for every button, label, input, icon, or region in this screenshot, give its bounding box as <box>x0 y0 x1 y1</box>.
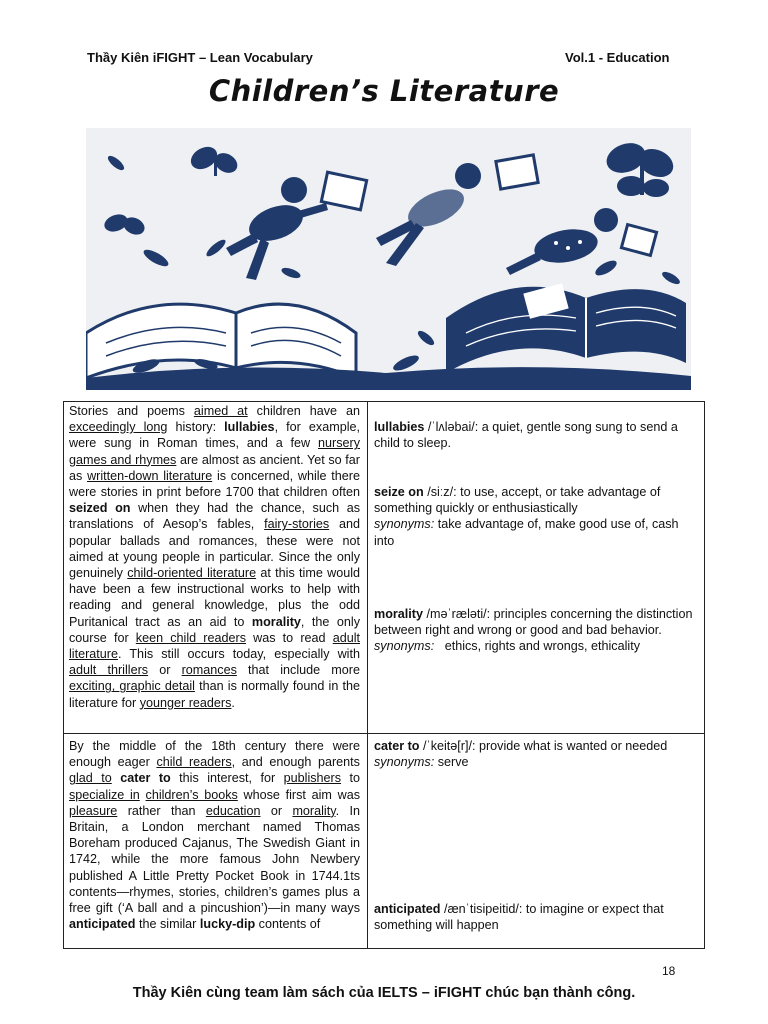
definition-lullabies: lullabies /ˈlʌləbai/: a quiet, gentle song sung to send a child to sleep. <box>374 420 678 451</box>
definition-anticipated: anticipated /ænˈtisipeitid/: to imagine or expect that something will happen <box>374 902 664 933</box>
definition-cater-to: cater to /ˈkeitə[r]/: provide what is wanted or needed synonyms: serve <box>374 739 668 770</box>
definition-seize-on: seize on /siːz/: to use, accept, or take advantage of something quickly or enthusiastically synonyms: take advantage of, make good use of, cash into <box>374 485 679 548</box>
header-right: Vol.1 - Education <box>565 50 670 65</box>
row-divider <box>64 733 704 734</box>
definition-morality: morality /məˈræləti/: principles concerning the distinction between right and wrong or good and bad behavior. synonyms: ethics, rights and wrongs, ethicality <box>374 607 693 654</box>
page-title: Children’s Literature <box>208 74 560 108</box>
reading-paragraph-2: By the middle of the 18th century there were enough eager child readers, and enough parents glad to cater to this interest, for publishers to specialize in children’s books whose first aim was pleasure rather than education or morality. In Britain, a London merchant named Thomas Boreham produced Cajanus, The Swedish Giant in 1742, while the more famous John Newbery published A Little Pretty Pocket Book in 1744.1ts contents—rhymes, stories, children’s games plus a free gift (‘A ball and a pincushion’)—in many ways anticipated the similar lucky-dip contents of <box>69 739 361 932</box>
header-left: Thầy Kiên iFIGHT – Lean Vocabulary <box>87 50 313 65</box>
page-number: 18 <box>662 964 676 978</box>
column-divider <box>367 402 368 948</box>
footer-text: Thầy Kiên cùng team làm sách của IELTS – iFIGHT chúc bạn thành công. <box>132 985 636 1001</box>
vocabulary-table <box>63 401 705 949</box>
illustration-flying-children-books <box>86 128 691 390</box>
reading-paragraph-1: Stories and poems aimed at children have an exceedingly long history: lullabies, for example, were sung in Roman times, and a few nursery games and rhymes are almost as ancient. Yet so far as written-down literature is concerned, while there were stories in print before 1700 that children often seized on when they had the chance, such as translations of Aesop’s fables, fairy-stories and popular ballads and romances, these were not aimed at young people in particular. Since the only genuinely child-oriented literature at this time would have been a few instructional works to help with reading and general knowledge, plus the odd Puritanical tract as an aid to morality, the only course for keen child readers was to read adult literature. This still occurs today, especially with adult thrillers or romances that include more exciting, graphic detail than is normally found in the literature for younger readers. <box>69 404 361 710</box>
